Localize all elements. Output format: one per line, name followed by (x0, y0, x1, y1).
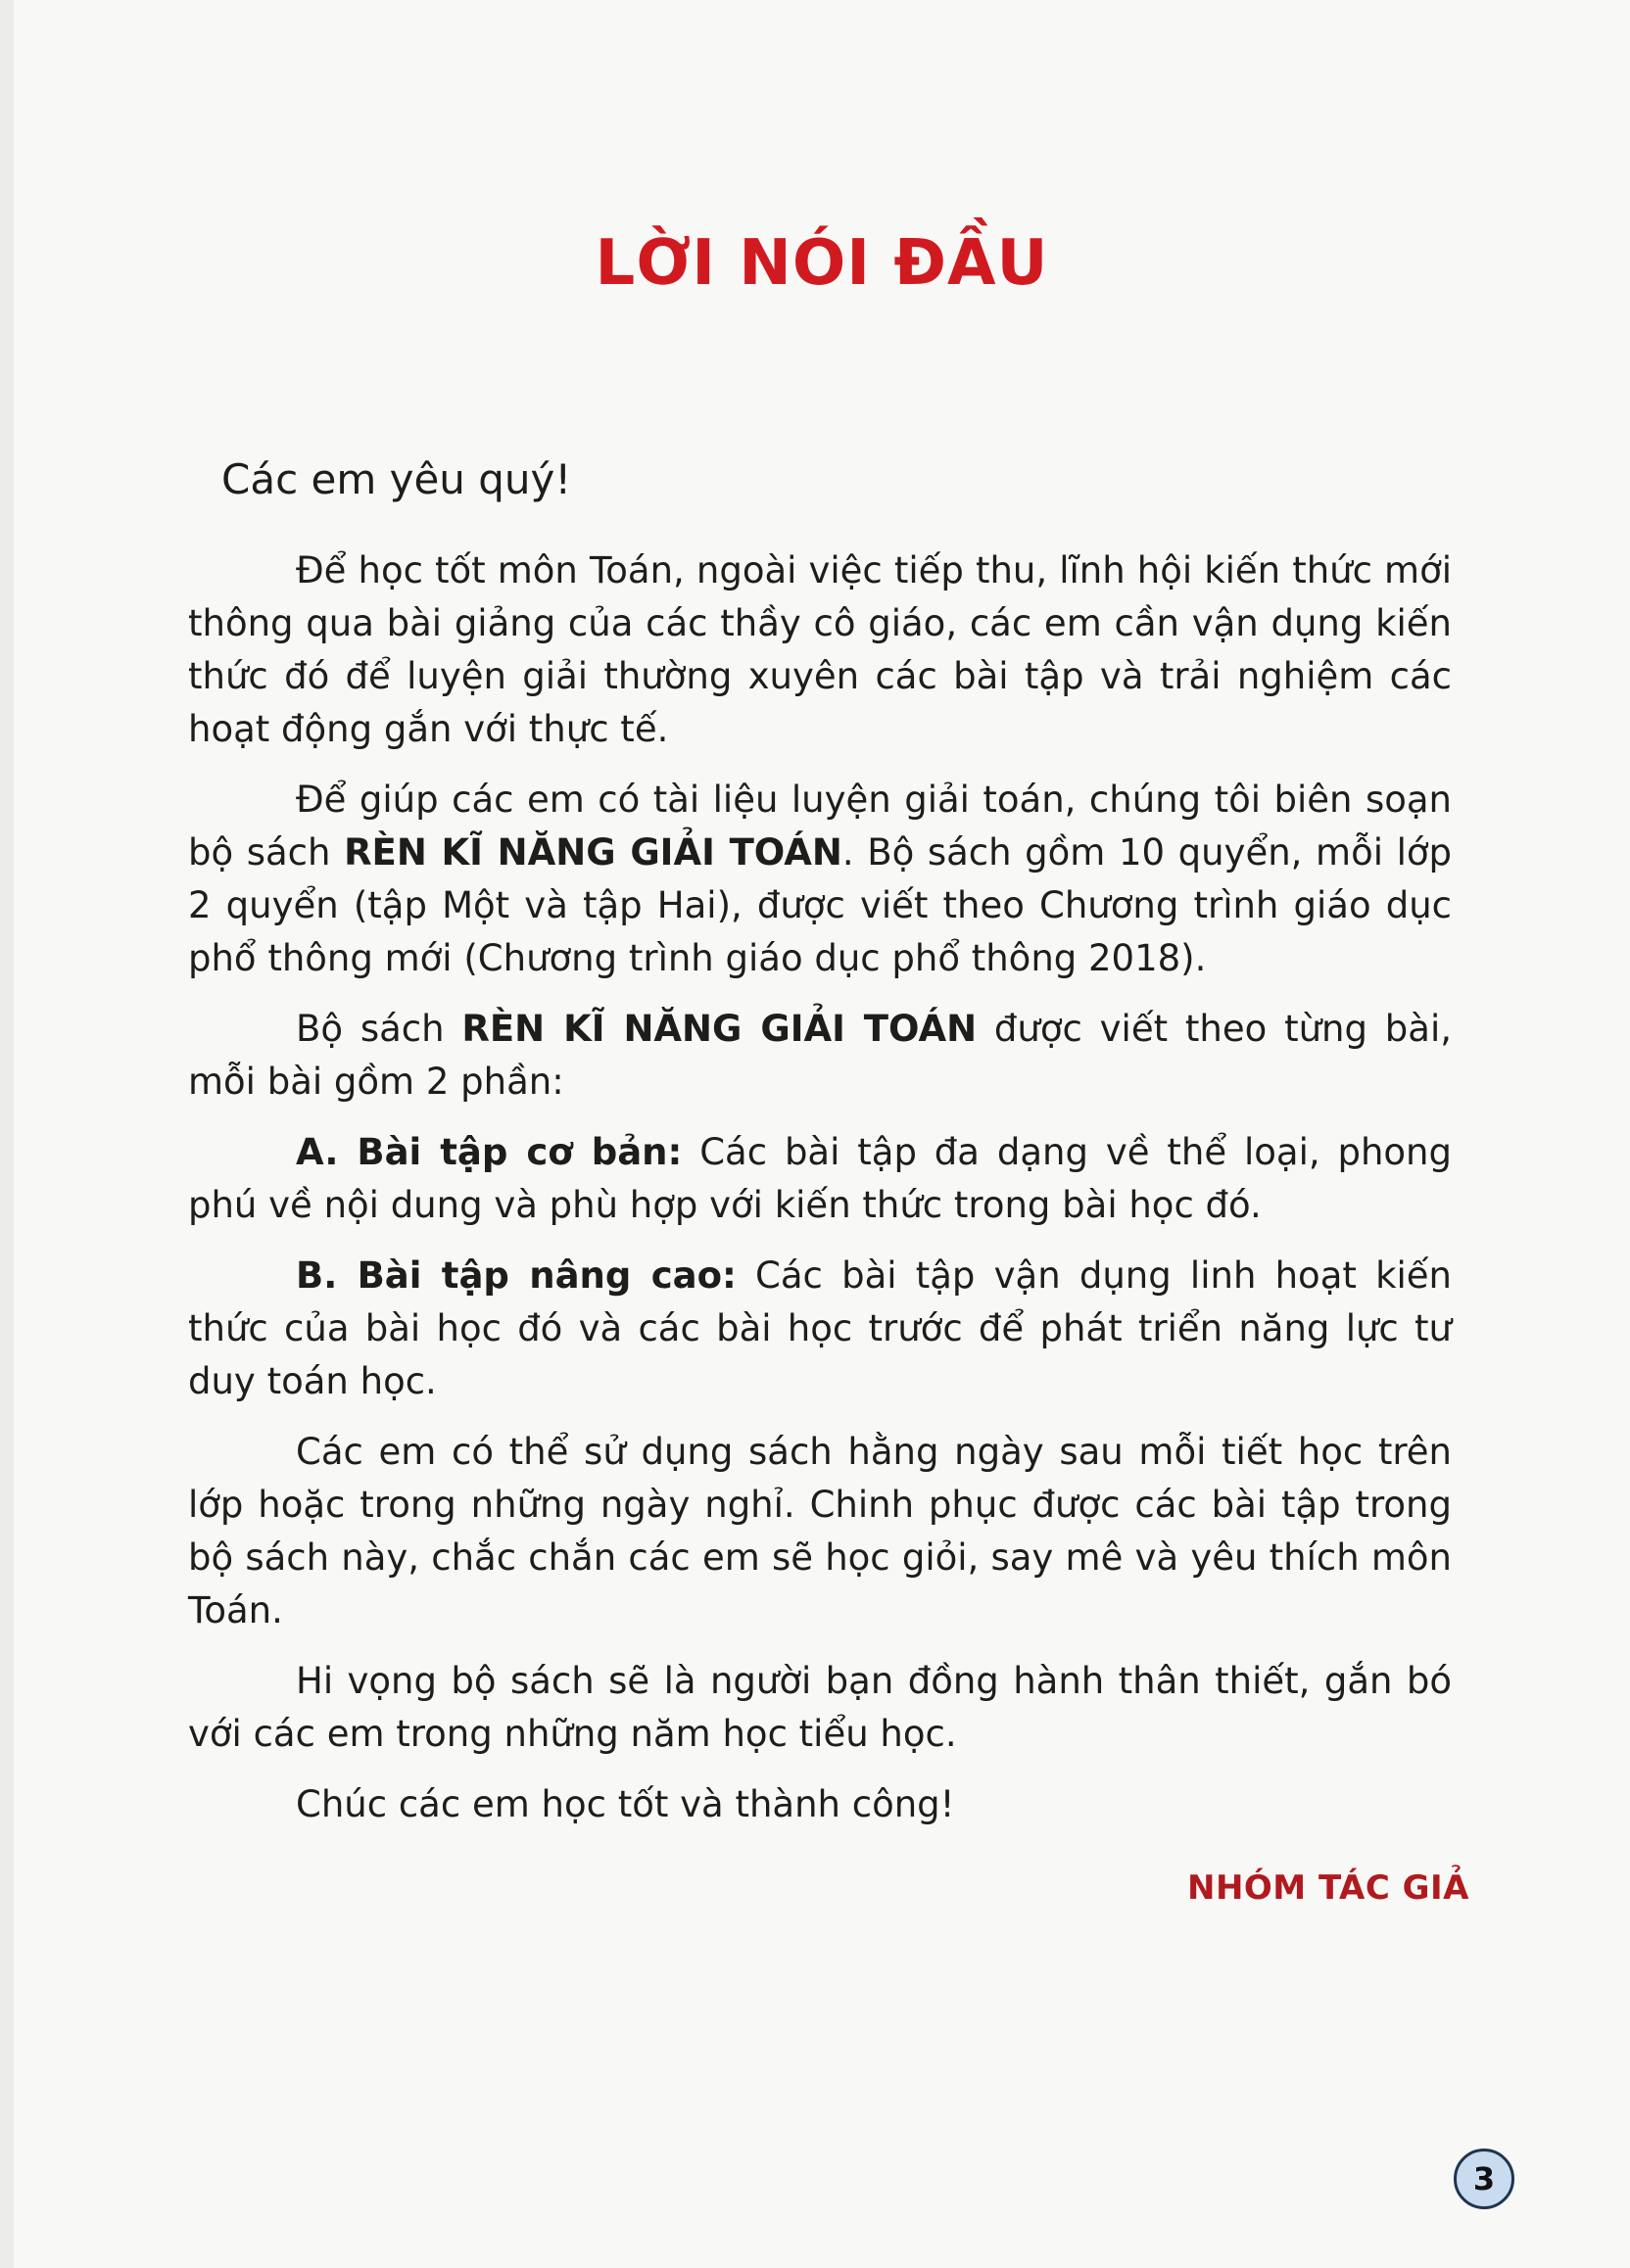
paragraph-part-a (188, 1126, 1452, 1232)
paragraph-3-text-a: Bộ sách (296, 1008, 462, 1050)
paragraph-7: Hi vọng bộ sách sẽ là người bạn đồng hành thân thiết, gắn bó với các em trong những năm học tiểu học. (188, 1660, 1452, 1755)
paragraph-2-text-a: Để giúp các em có tài liệu luyện giải toán, chúng tôi biên soạn bộ sách (188, 779, 1452, 874)
paragraph-6: Các em có thể sử dụng sách hằng ngày sau mỗi tiết học trên lớp hoặc trong những ngày nghỉ. Chinh phục được các bài tập trong bộ sách này, chắc chắn các em sẽ học giỏi, say mê và yêu thích môn Toán. (188, 1431, 1452, 1631)
paragraph-2 (188, 774, 1452, 985)
paragraph-1: Để học tốt môn Toán, ngoài việc tiếp thu, lĩnh hội kiến thức mới thông qua bài giảng của các thầy cô giáo, các em cần vận dụng kiến thức đó để luyện giải thường xuyên các bài tập và trải nghiệm các hoạt động gắn với thực tế. (188, 549, 1452, 750)
paragraph-part-b (188, 1250, 1452, 1408)
part-b-text: Các bài tập vận dụng linh hoạt kiến thức của bài học đó và các bài học trước để phát triển năng lực tư duy toán học. (188, 1254, 1453, 1402)
paragraph-3-text-b: được viết theo từng bài, mỗi bài gồm 2 phần: (188, 1008, 1452, 1103)
author-signature: NHÓM TÁC GIẢ (1186, 1868, 1469, 1908)
page-number-badge: 3 (1454, 2149, 1514, 2209)
preface-body (188, 544, 1452, 1849)
paragraph-2-text-b: . Bộ sách gồm 10 quyển, mỗi lớp 2 quyển (tập Một và tập Hai), được viết theo Chương trình giáo dục phổ thông mới (Chương trình giáo dục phổ thông 2018). (188, 831, 1452, 979)
part-a-text: Các bài tập đa dạng về thể loại, phong phú về nội dung và phù hợp với kiến thức trong bài học đó. (188, 1131, 1452, 1226)
book-series-name-2: RÈN KĨ NĂNG GIẢI TOÁN (461, 1008, 978, 1050)
paragraph-3 (188, 1003, 1452, 1109)
part-a-label: A. Bài tập cơ bản: (296, 1131, 683, 1173)
greeting: Các em yêu quý! (221, 455, 572, 503)
part-b-label: B. Bài tập nâng cao: (296, 1254, 737, 1297)
page-title: LỜI NÓI ĐẦU (595, 227, 1049, 300)
paragraph-8: Chúc các em học tốt và thành công! (296, 1783, 955, 1825)
book-series-name: RÈN KĨ NĂNG GIẢI TOÁN (344, 831, 842, 874)
